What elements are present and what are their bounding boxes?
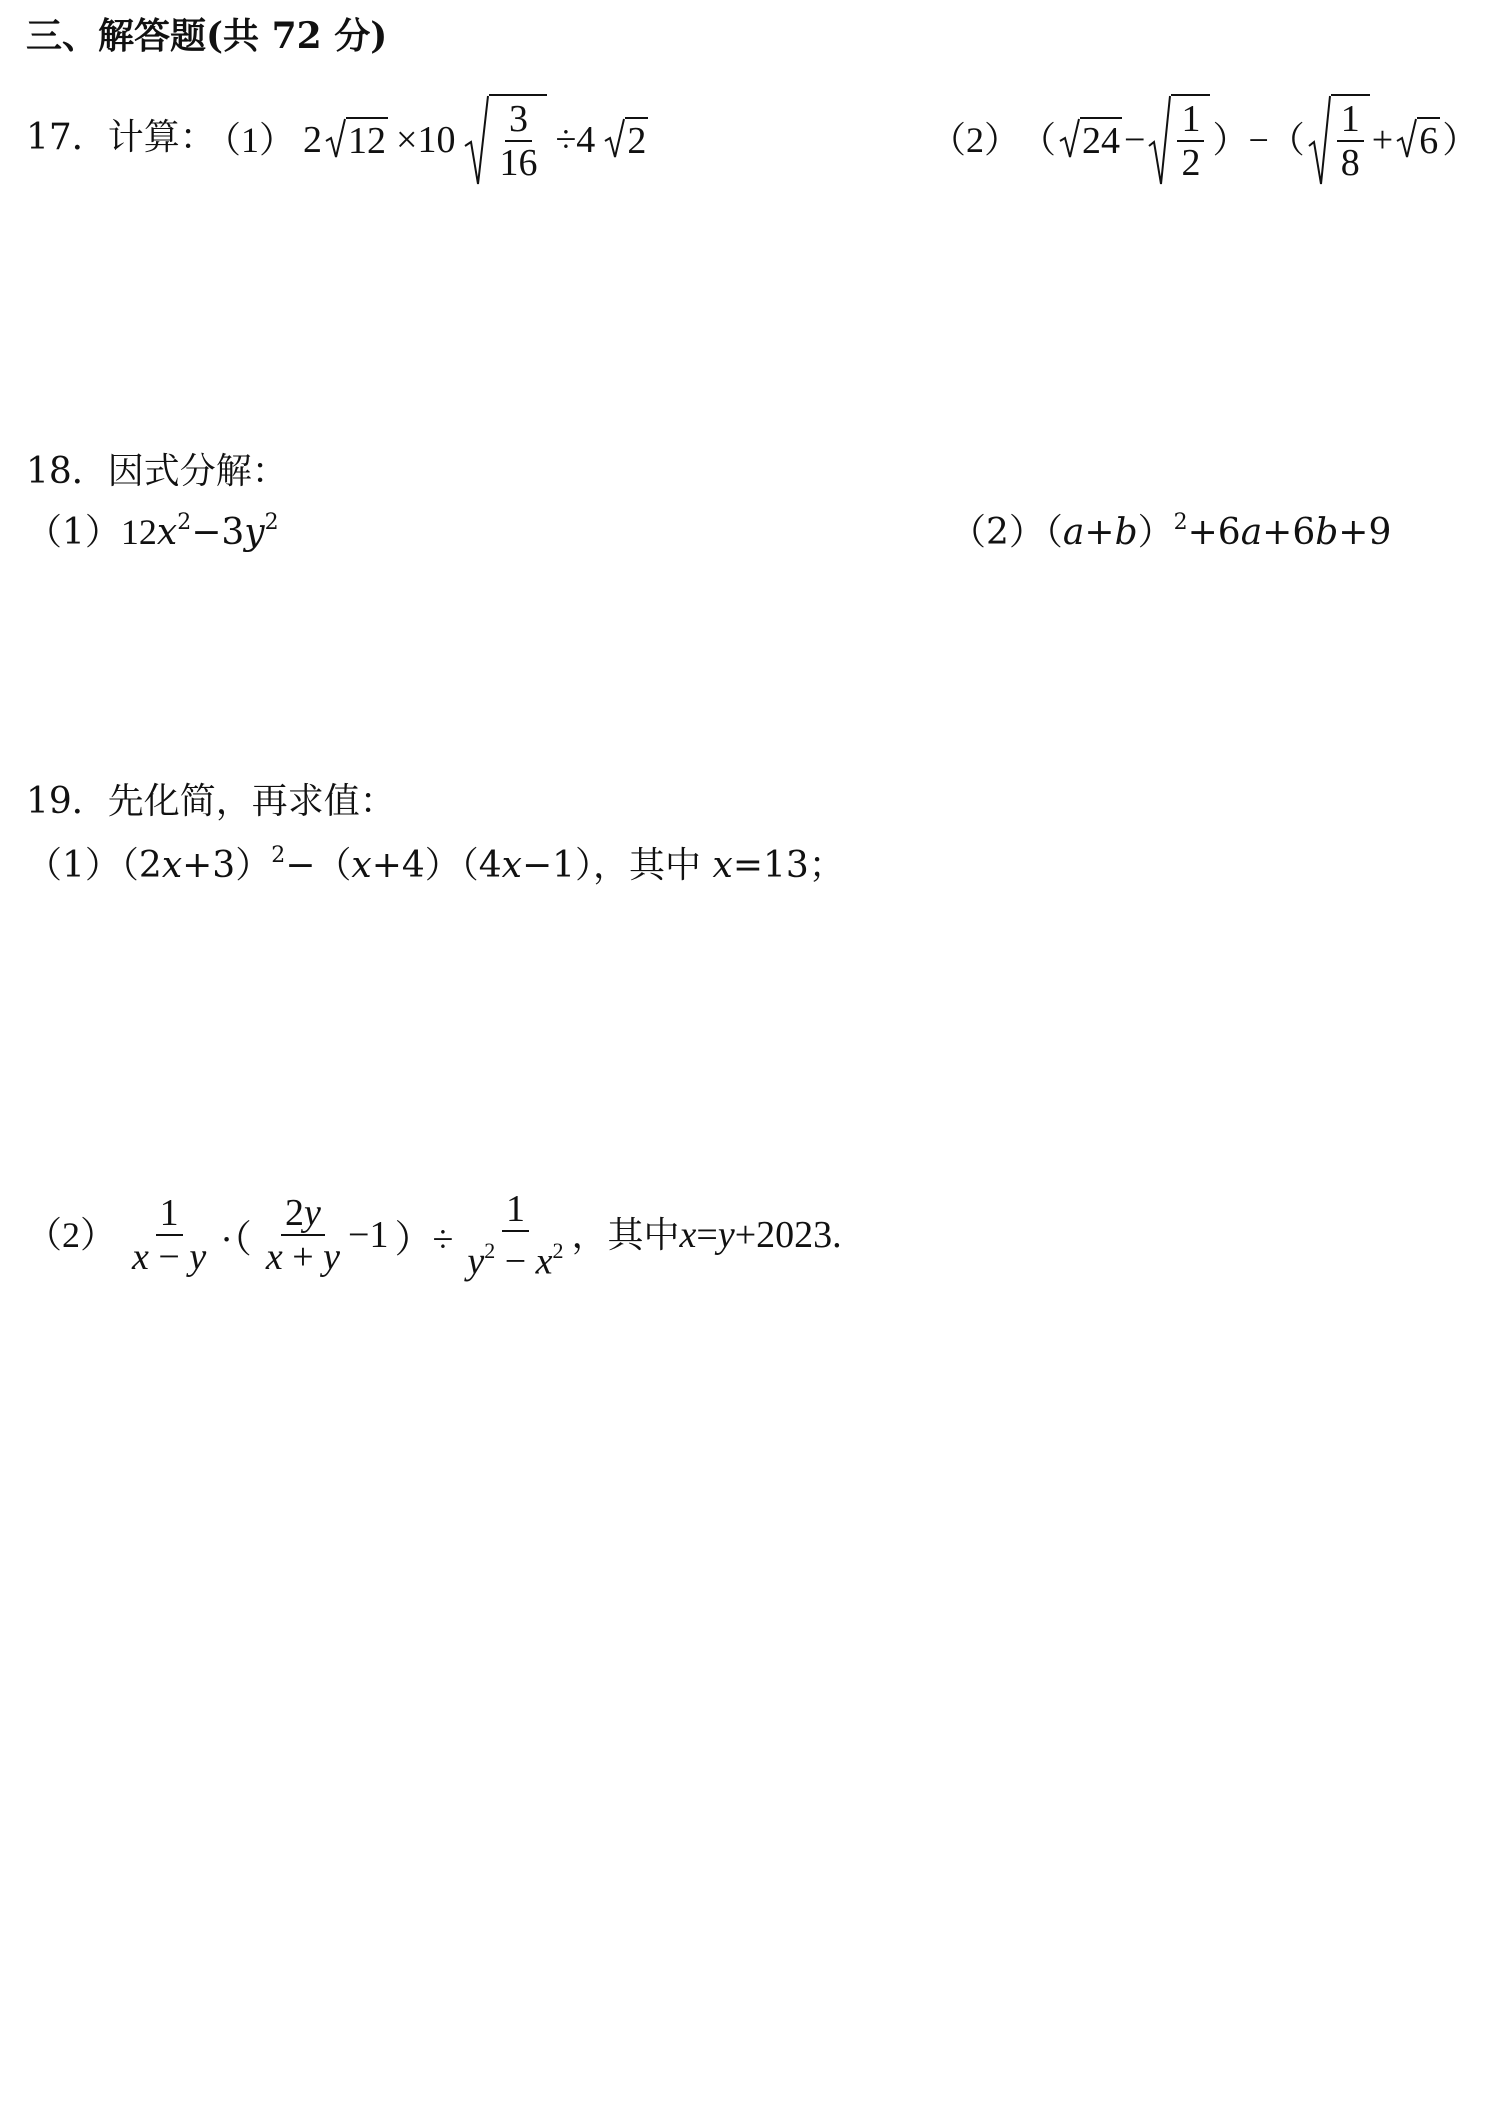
- sqrt-icon: [1147, 94, 1171, 186]
- q17-p1-label: （1）: [205, 120, 296, 160]
- question-19-part-1: $(1)(2x+3)^2-(x+4)(4x-1)$，其中 x=13；: [26, 843, 845, 886]
- question-17-part-1: [205, 94, 650, 186]
- sqrt-icon: [603, 117, 625, 159]
- q17-p2-label: （2）: [930, 120, 1021, 160]
- sqrt-6: 6: [1395, 117, 1440, 163]
- q17-p2-expression: （2） （ 24 − $\frac{1}{2}$ ）−（ $\frac{1}{8}$ + 6 ）: [930, 94, 1478, 186]
- sqrt-3-16: $\frac{3}{16}$: [463, 94, 547, 186]
- question-19-part-2: [26, 1190, 842, 1281]
- sqrt-icon: [1307, 94, 1331, 186]
- question-17-part-2: [930, 94, 1478, 186]
- q18-p2-label: （2）: [950, 512, 1045, 553]
- sqrt-icon: [463, 94, 489, 186]
- q19-p2-expression: （2） $\frac{1}{x - y}$ ·（ $\frac{2y}{x + y}$ −1 ）÷ $\frac{1}{y^2 - x^2}$ ，其中 x = y +2023.: [26, 1188, 842, 1283]
- q18-p1-label: （1）: [26, 512, 121, 553]
- question-19-number: 19．先化简，再求值：: [26, 781, 396, 822]
- sqrt-1-8: $\frac{1}{8}$: [1307, 94, 1370, 186]
- sqrt-icon: [1058, 117, 1080, 159]
- question-18-part-2: $(2)(a+b)^2+6a+6b+9$: [950, 510, 1392, 553]
- sqrt-12: 12: [324, 117, 388, 163]
- question-18-part-1: $(1)12x^2-3y^2$: [26, 510, 279, 553]
- question-18-number: 18．因式分解：: [26, 451, 288, 492]
- sqrt-icon: [324, 117, 346, 159]
- q19-p1-label: （1）: [26, 845, 121, 886]
- section-heading: 三、解答题(共 72 分): [26, 15, 388, 57]
- q19-p2-label: （2）: [26, 1215, 117, 1256]
- sqrt-icon: [1395, 117, 1417, 159]
- sqrt-2: 2: [603, 117, 648, 163]
- sqrt-24: 24: [1058, 117, 1122, 163]
- sqrt-1-2: $\frac{1}{2}$: [1147, 94, 1210, 186]
- q17-p1-expression: （1） 2 12 ×10 $\frac{3}{16}$ ÷4 2: [205, 94, 650, 186]
- question-17-number: 17．计算：: [26, 117, 216, 158]
